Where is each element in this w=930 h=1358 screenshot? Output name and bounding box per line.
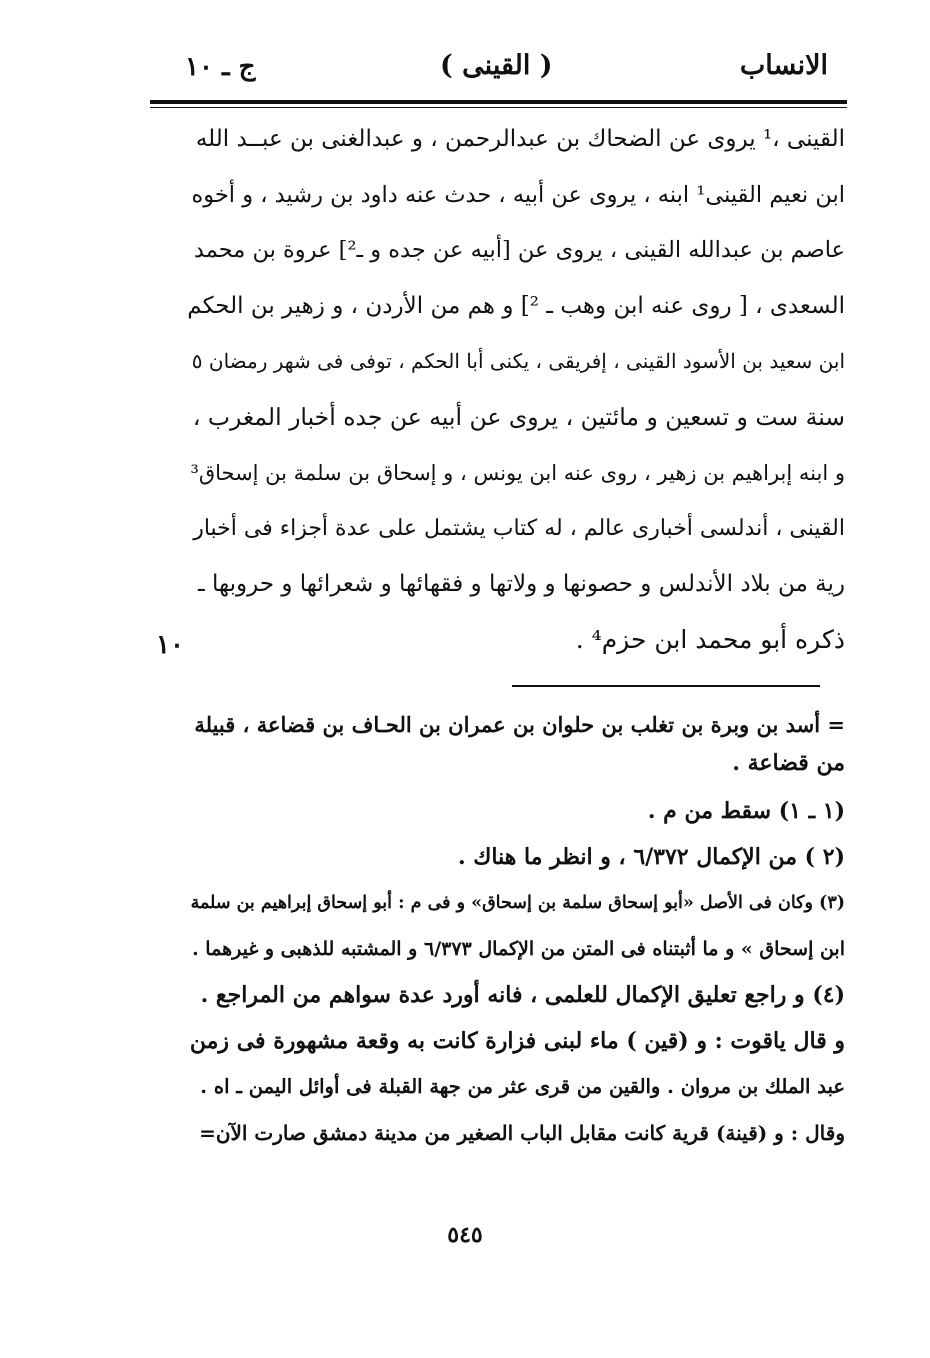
line-number-marker: ١٠ xyxy=(156,630,184,660)
footnote-continuation-line: = أسد بن وبرة بن تغلب بن حلوان بن عمران بن الحـاف بن قضاعة ، قبيلة xyxy=(194,712,845,737)
text-line: القينى ، أندلسى أخبارى عالم ، له كتاب يشتمل على عدة أجزاء فى أخبار xyxy=(193,516,845,542)
text-line: السعدى ، [ روى عنه ابن وهب ـ ²] و هم من الأردن ، و زهير بن الحكم xyxy=(187,292,845,319)
text-line: عاصم بن عبدالله القينى ، يروى عن [أبيه عن جده و ـ²] عروة بن محمد xyxy=(193,237,845,264)
footnote-3: (٣) وكان فى الأصل «أبو إسحاق سلمة بن إسحاق» و فى م : أبو إسحاق إبراهيم بن سلمة xyxy=(190,893,845,913)
text-line: و ابنه إبراهيم بن زهير ، روى عنه ابن يونس ، و إسحاق بن سلمة بن إسحاق³ xyxy=(190,460,845,485)
text-line: القينى ،¹ يروى عن الضحاك بن عبدالرحمن ، و عبدالغنى بن عبــد الله xyxy=(195,126,845,152)
footnote-5: و قال ياقوت : و (قين ) ماء لبنى فزارة كانت به وقعة مشهورة فى زمن xyxy=(189,1028,845,1054)
text-line: ابن سعيد بن الأسود القينى ، إفريقى ، يكنى أبا الحكم ، توفى فى شهر رمضان ٥ xyxy=(191,349,845,374)
footnote-5-continued: عبد الملك بن مروان . والقين من قرى عثر من جهة القبلة فى أوائل اليمن ـ اه . xyxy=(200,1075,845,1098)
text-line: رية من بلاد الأندلس و حصونها و ولاتها و فقهائها و شعرائها و حروبها ـ xyxy=(198,570,845,597)
footnote-continuation-line: من قضاعة . xyxy=(732,750,845,776)
text-line: ذكره أبو محمد ابن حزم⁴ . xyxy=(575,625,845,655)
header-rule-thin xyxy=(150,107,847,108)
header-rule xyxy=(150,100,847,104)
main-text xyxy=(185,112,845,668)
text-line: ابن نعيم القينى¹ ابنه ، يروى عن أبيه ، حدث عنه داود بن رشيد ، و أخوه xyxy=(191,181,845,208)
text-line: سنة ست و تسعين و مائتين ، يروى عن أبيه عن جده أخبار المغرب ، xyxy=(192,402,845,431)
volume-number: ج ـ ١٠ xyxy=(185,52,256,82)
footnote-1: (١ ـ ١) سقط من م . xyxy=(647,798,845,824)
footnote-3-continued: ابن إسحاق » و ما أثبتناه فى المتن من الإكمال ٦/٣٧٣ و المشتبه للذهبى و غيرهما . xyxy=(192,938,845,960)
footnote-5-continued: وقال : و (قينة) قرية كانت مقابل الباب الصغير من مدينة دمشق صارت الآن= xyxy=(199,1121,845,1145)
section-title: ( القينى ) xyxy=(440,50,553,81)
footnote-separator xyxy=(512,685,820,687)
footnotes xyxy=(185,706,845,1156)
page-number: ٥٤٥ xyxy=(447,1222,483,1248)
book-title: الانساب xyxy=(739,50,828,81)
footnote-2: (٢ ) من الإكمال ٦/٣٧٢ ، و انظر ما هناك . xyxy=(457,844,845,870)
footnote-4: (٤) و راجع تعليق الإكمال للعلمى ، فانه أورد عدة سواهم من المراجع . xyxy=(200,982,845,1008)
page-header xyxy=(150,48,850,100)
